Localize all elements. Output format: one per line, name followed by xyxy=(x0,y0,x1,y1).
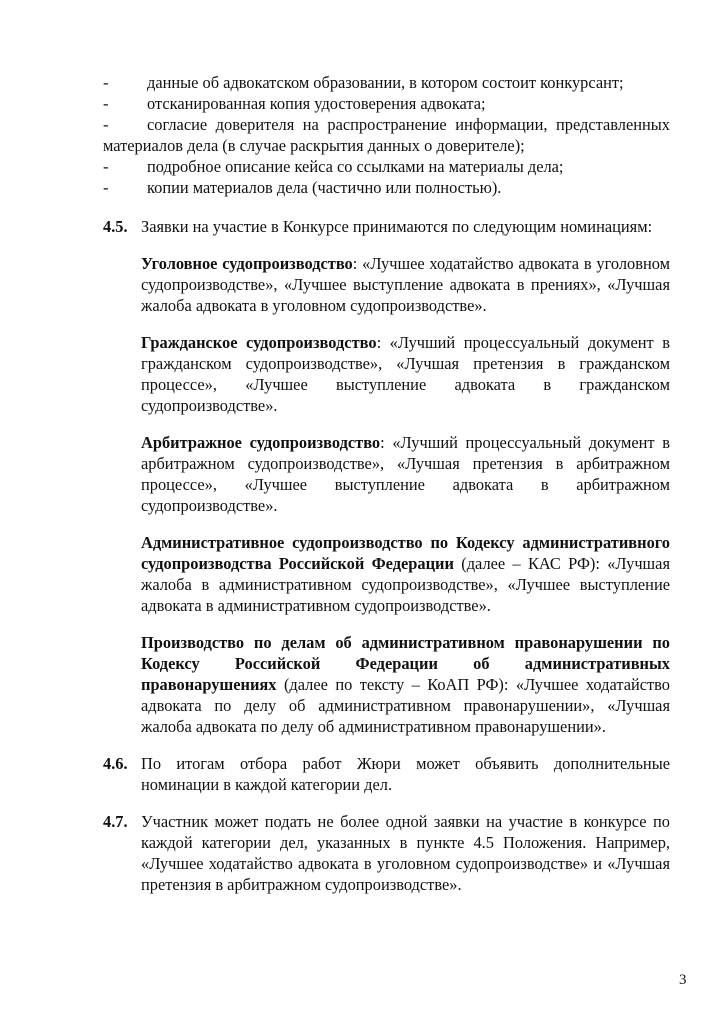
nomination-criminal xyxy=(141,253,670,316)
section-text: По итогам отбора работ Жюри может объявить дополнительные номинации в каждой категории дел. xyxy=(141,754,670,794)
document-body xyxy=(103,72,670,895)
list-item xyxy=(103,156,670,177)
nomination-admin-offense xyxy=(141,632,670,737)
list-dash: - xyxy=(103,73,109,92)
list-item xyxy=(103,177,670,198)
nomination-text: (далее по тексту – КоАП РФ): «Лучшее ходатайство адвоката по делу об административном правонарушении», «Лучшая жалоба адвоката по делу об административном правонарушении». xyxy=(141,675,670,736)
nomination-title: Уголовное судопроизводство xyxy=(141,254,353,273)
list-item-text: отсканированная копия удостоверения адвоката; xyxy=(147,94,486,113)
nomination-title: Гражданское судопроизводство xyxy=(141,333,377,352)
list-item-text: копии материалов дела (частично или полностью). xyxy=(147,178,502,197)
nomination-text: : «Лучшее ходатайство адвоката в уголовном судопроизводстве», «Лучшее выступление адвоката в прениях», «Лучшая жалоба адвоката в уголовном судопроизводстве». xyxy=(141,254,670,315)
nomination-administrative xyxy=(141,532,670,616)
section-4-7 xyxy=(103,811,670,895)
list-dash: - xyxy=(103,115,109,134)
list-item-text: подробное описание кейса со ссылками на материалы дела; xyxy=(147,157,564,176)
section-4-6 xyxy=(103,753,670,795)
list-dash: - xyxy=(103,157,109,176)
nomination-civil xyxy=(141,332,670,416)
list-item xyxy=(103,72,670,93)
list-item-text: согласие доверителя на распространение информации, представленных материалов дела (в случае раскрытия данных о доверителе); xyxy=(103,115,670,155)
nomination-text: : «Лучший процессуальный документ в гражданском судопроизводстве», «Лучшая претензия в гражданском процессе», «Лучшее выступление адвоката в гражданском судопроизводстве». xyxy=(141,333,670,415)
nomination-text: : «Лучший процессуальный документ в арбитражном судопроизводстве», «Лучшая претензия в арбитражном процессе», «Лучшее выступление адвоката в арбитражном судопроизводстве». xyxy=(141,433,671,515)
list-item xyxy=(103,93,670,114)
page-number: 3 xyxy=(679,972,687,988)
nomination-arbitration xyxy=(141,432,670,516)
list-item-text: данные об адвокатском образовании, в котором состоит конкурсант; xyxy=(147,73,624,92)
section-text: Заявки на участие в Конкурсе принимаются по следующим номинациям: xyxy=(141,217,653,236)
nomination-text: (далее – КАС РФ): «Лучшая жалоба в административном судопроизводстве», «Лучшее выступление адвоката в административном судопроизводстве». xyxy=(141,554,670,615)
section-text: Участник может подать не более одной заявки на участие в конкурсе по каждой категории дел, указанных в пункте 4.5 Положения. Например, «Лучшее ходатайство адвоката в уголовном судопроизводстве» и «Лучшая претензия в арбитражном судопроизводстве». xyxy=(141,812,670,894)
nomination-title: Производство по делам об административном правонарушении по Кодексу Российской Федерации об административных правонарушениях xyxy=(141,633,670,694)
list-item xyxy=(103,114,670,156)
nomination-title: Арбитражное судопроизводство xyxy=(141,433,381,452)
section-4-5 xyxy=(103,216,670,237)
section-number: 4.5. xyxy=(103,217,128,236)
nomination-title: Административное судопроизводство по Кодексу административного судопроизводства Российской Федерации xyxy=(141,533,670,573)
section-number: 4.6. xyxy=(103,754,128,773)
list-dash: - xyxy=(103,178,109,197)
section-number: 4.7. xyxy=(103,812,128,831)
list-dash: - xyxy=(103,94,109,113)
